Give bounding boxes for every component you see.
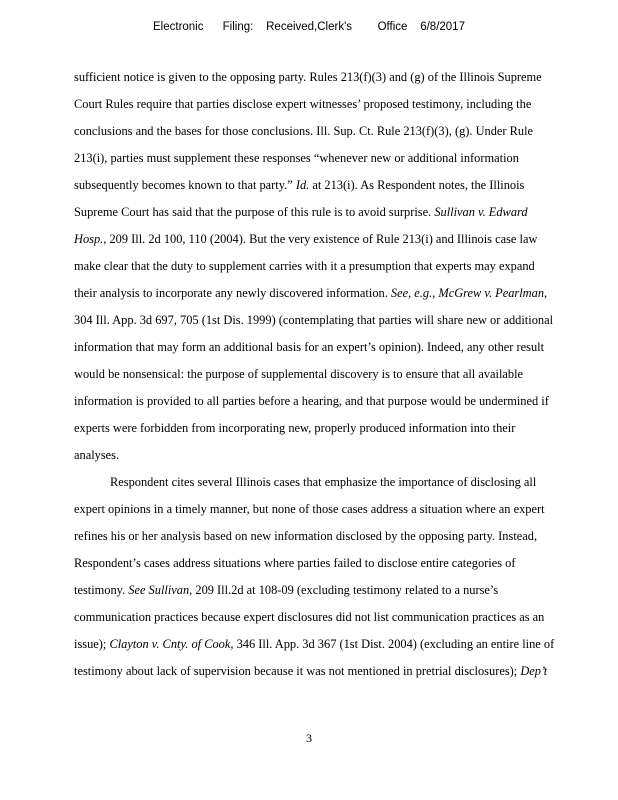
text-run: experts were forbidden from incorporating new, properly produced information into their [74, 421, 516, 435]
citation-italic: Dep’t [520, 664, 548, 678]
text-run: at 213(i). As Respondent notes, the Illinois [309, 178, 525, 192]
citation-italic: Id. [295, 178, 310, 192]
text-run: expert opinions in a timely manner, but none of those cases address a situation where an expert [74, 502, 545, 516]
text-run: Respondent cites several Illinois cases that emphasize the importance of disclosing all [110, 475, 537, 489]
text-run: Supreme Court has said that the purpose of this rule is to avoid surprise. [74, 205, 435, 219]
text-line [74, 604, 600, 631]
text-run: information that may form an additional basis for an expert’s opinion). Indeed, any other result [74, 340, 545, 354]
text-run: their analysis to incorporate any newly discovered information. [74, 286, 391, 300]
citation-italic: See Sullivan [128, 583, 190, 597]
citation-italic: McGrew v. Pearlman [438, 286, 545, 300]
text-line [74, 280, 600, 307]
text-line [74, 172, 600, 199]
text-run: , 346 Ill. App. 3d 367 (1st Dist. 2004) (excluding an entire line of [230, 637, 555, 651]
text-line [74, 361, 600, 388]
text-run: would be nonsensical: the purpose of supplemental discovery is to ensure that all available [74, 367, 524, 381]
text-line [74, 469, 600, 496]
text-run: refines his or her analysis based on new information disclosed by the opposing party. Instead, [74, 529, 538, 543]
text-line [74, 334, 600, 361]
text-line [74, 496, 600, 523]
text-run: issue); [74, 637, 110, 651]
text-line [74, 64, 600, 91]
text-line [74, 118, 600, 145]
text-line [74, 226, 600, 253]
text-run: analyses. [74, 448, 120, 462]
text-line [74, 307, 600, 334]
text-run: , 209 Ill.2d at 108-09 (excluding testimony related to a nurse’s [189, 583, 499, 597]
electronic-filing-header: Electronic Filing: Received,Clerk's Office 6/8/2017 [153, 21, 465, 33]
paragraph [74, 469, 600, 685]
citation-italic: Clayton v. Cnty. of Cook [109, 637, 231, 651]
text-line [74, 91, 600, 118]
text-run: subsequently becomes known to that party.” [74, 178, 296, 192]
text-run: , [432, 286, 439, 300]
text-line [74, 253, 600, 280]
text-run: , 209 Ill. 2d 100, 110 (2004). But the very existence of Rule 213(i) and Illinois case law [103, 232, 538, 246]
citation-italic: Hosp. [74, 232, 104, 246]
citation-italic: See, e.g. [390, 286, 433, 300]
citation-italic: Sullivan v. Edward [434, 205, 528, 219]
paragraph [74, 64, 600, 469]
text-line [74, 442, 600, 469]
text-line [74, 631, 600, 658]
text-run: testimony about lack of supervision because it was not mentioned in pretrial disclosures); [74, 664, 521, 678]
text-run: information is provided to all parties before a hearing, and that purpose would be undermined if [74, 394, 549, 408]
text-run: make clear that the duty to supplement carries with it a presumption that experts may expand [74, 259, 535, 273]
text-run: Respondent’s cases address situations where parties failed to disclose entire categories of [74, 556, 516, 570]
text-run: communication practices because expert disclosures did not list communication practices as an [74, 610, 545, 624]
text-run: 304 Ill. App. 3d 697, 705 (1st Dis. 1999) (contemplating that parties will share new or additional [74, 313, 554, 327]
text-line [74, 577, 600, 604]
text-line [74, 523, 600, 550]
text-run: conclusions and the bases for those conclusions. Ill. Sup. Ct. Rule 213(f)(3), (g). Under Rule [74, 124, 534, 138]
text-line [74, 145, 600, 172]
text-line [74, 388, 600, 415]
text-line [74, 199, 600, 226]
text-line [74, 658, 600, 685]
text-run: Court Rules require that parties disclose expert witnesses’ proposed testimony, including the [74, 97, 532, 111]
text-line [74, 550, 600, 577]
text-run: sufficient notice is given to the opposing party. Rules 213(f)(3) and (g) of the Illinois Supreme [74, 70, 542, 84]
text-run: 213(i), parties must supplement these responses “whenever new or additional information [74, 151, 519, 165]
text-run: testimony. [74, 583, 129, 597]
text-line [74, 415, 600, 442]
text-run: , [544, 286, 548, 300]
document-body [74, 64, 600, 685]
page-number: 3 [306, 731, 312, 745]
